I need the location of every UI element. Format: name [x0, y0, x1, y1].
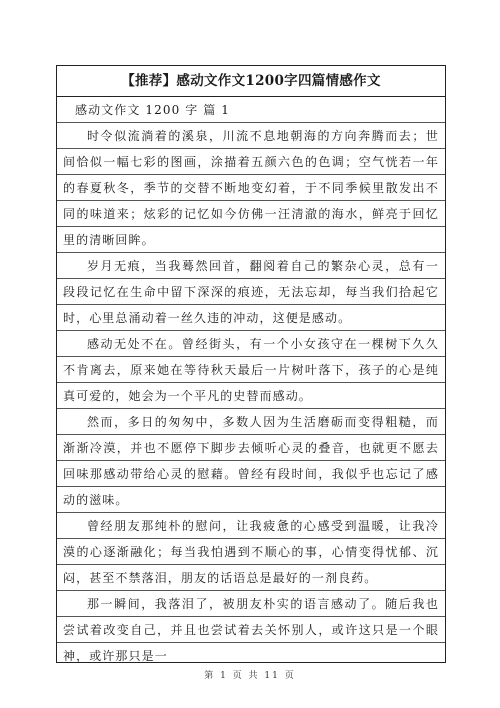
paragraph-2: 岁月无痕，当我蓦然回首，翻阅着自己的繁杂心灵，总有一段段记忆在生命中留下深深的痕迹，无法忘却，每当我们拾起它时，心里总涌动着一丝久违的冲动，这便是感动。	[63, 259, 439, 325]
paragraph-6: 那一瞬间，我落泪了，被朋友朴实的语言感动了。随后我也尝试着改变自己，并且也尝试着去关怀别人，或许这只是一个眼神，或许那只是一	[63, 597, 439, 663]
document-frame	[56, 65, 446, 663]
paragraph-4: 然而，多日的匆匆中，多数人因为生活磨砺而变得粗糙，而渐渐冷漠，并也不愿停下脚步去倾听心灵的叠音，也就更不愿去回味那感动带给心灵的慰藉。曾经有段时间，我似乎也忘记了感动的滋味。	[63, 415, 439, 507]
paragraph-5: 曾经朋友那纯朴的慰问，让我疲惫的心感受到温暖，让我冷漠的心逐渐融化；每当我怕遇到不顺心的事，心情变得忧郁、沉闷，甚至不禁落泪，朋友的话语总是最好的一剂良药。	[63, 519, 439, 585]
paragraph-1: 时令似流淌着的溪泉，川流不息地朝海的方向奔腾而去；世间恰似一幅七彩的图画，涂描着五颜六色的色调；空气恍若一年的春夏秋冬，季节的交替不断地变幻着，于不同季候里散发出不同的味道来；炫彩的记忆如今仿佛一汪清澈的海水，鲜亮于回忆里的清晰回眸。	[63, 129, 439, 247]
page-number-footer: 第 1 页 共 11 页	[204, 671, 296, 681]
paragraph-3: 感动无处不在。曾经街头，有一个小女孩守在一棵树下久久不肯离去，原来她在等待秋天最后一片树叶落下，孩子的心是纯真可爱的，她会为一个平凡的史替而感动。	[63, 337, 439, 403]
document-body	[57, 96, 445, 663]
document-subtitle: 感动文作文 1200 字 篇 1	[75, 103, 231, 117]
document-title: 【推荐】感动文作文1200字四篇情感作文	[121, 73, 381, 89]
